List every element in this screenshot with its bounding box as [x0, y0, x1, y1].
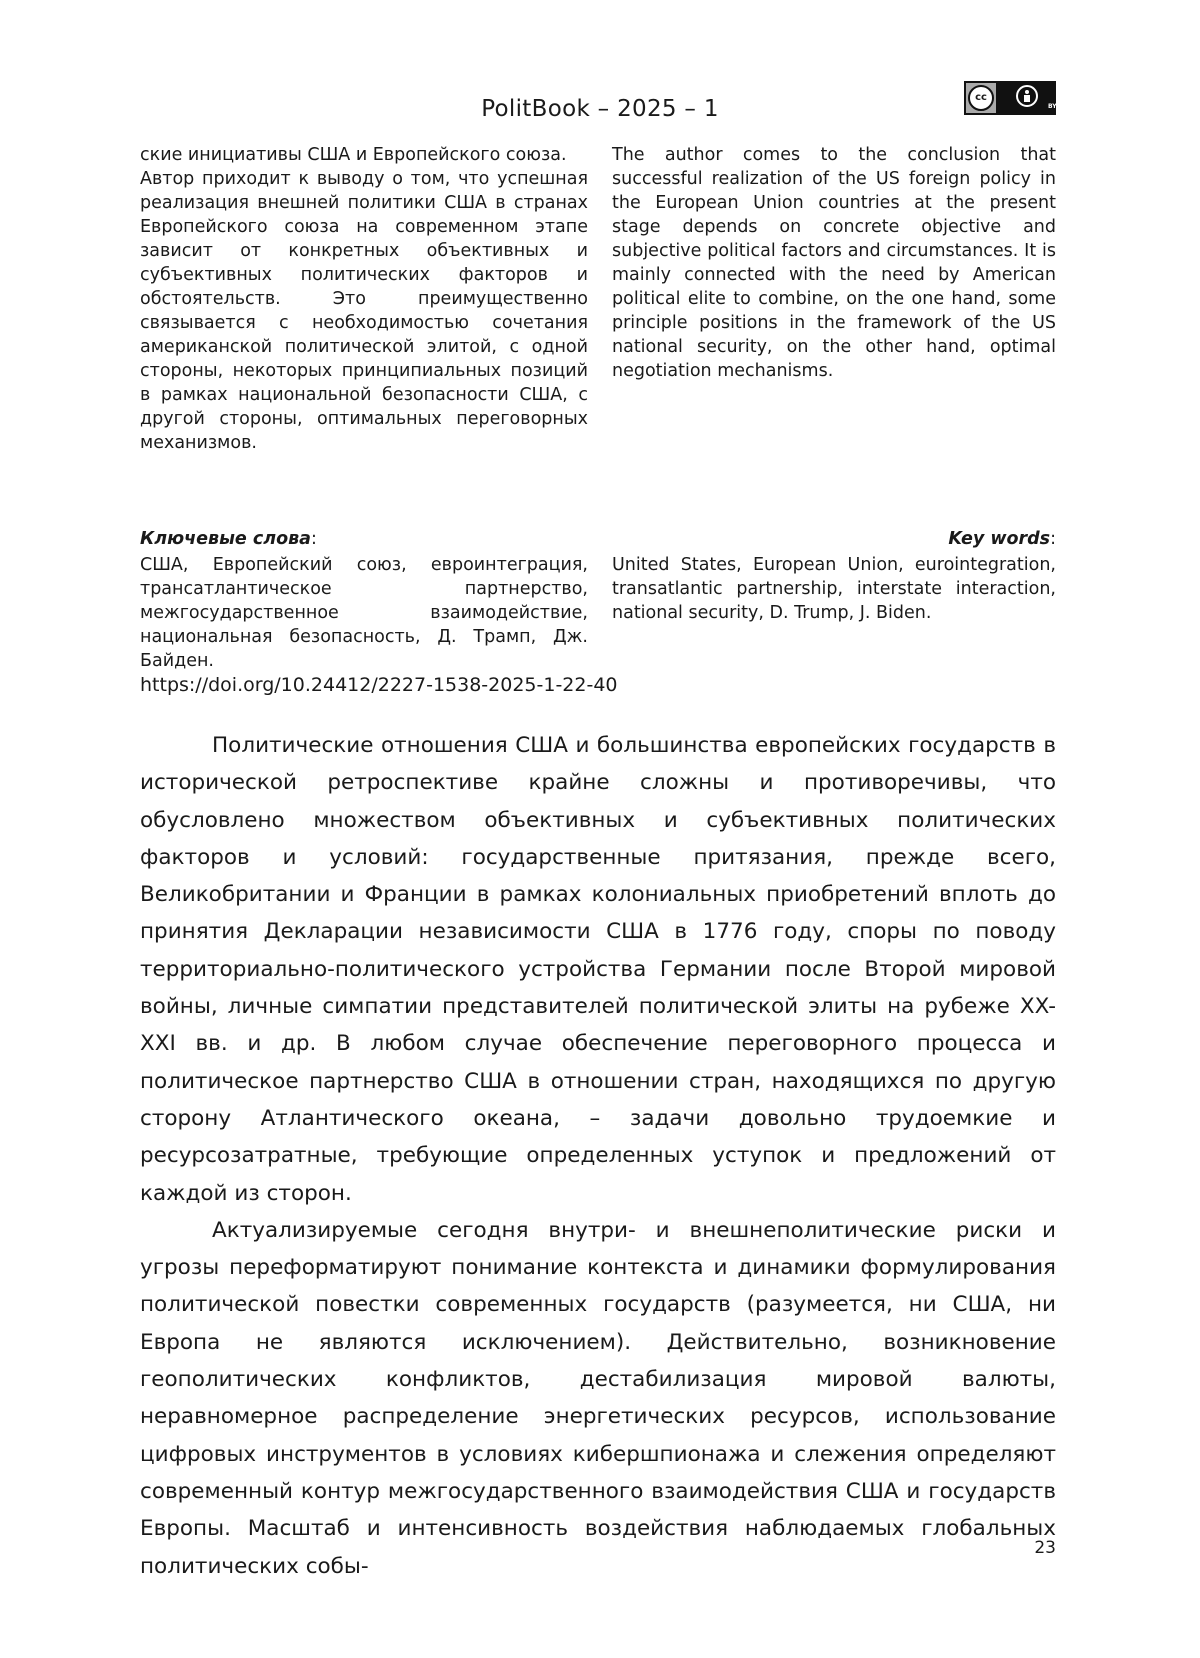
abstract-english: [612, 143, 1056, 383]
article-body: [140, 727, 1056, 1585]
keywords-ru-heading-text: Ключевые слова: [140, 529, 311, 549]
by-label: BY: [1048, 103, 1057, 110]
keywords-ru-heading: [140, 527, 317, 551]
keywords-ru-colon: :: [310, 529, 317, 549]
keywords-en-heading-text: Key words: [948, 529, 1051, 549]
keywords-en-heading: [612, 527, 1056, 551]
keywords-en-colon: :: [1050, 529, 1056, 549]
page-number: 23: [1034, 1538, 1056, 1558]
keywords-en-text: United States, European Union, eurointegration, transatlantic partnership, interstate interaction, national security, D. Trump, J. Biden.: [612, 555, 1056, 623]
abstract-russian: [140, 143, 588, 455]
abstract-ru-paragraph-1: ские инициативы США и Европейского союза.: [140, 145, 567, 165]
cc-label: cc: [968, 85, 994, 111]
abstract-ru-paragraph-2: Автор приходит к выводу о том, что успешная реализация внешней политики США в странах Европейского союза на современном этапе зависит от конкретных объективных и субъективных политических факторов и обстоятельств. Это преимущественно связывается с необходимостью сочетания американской политической элитой, с одной стороны, некоторых принципиальных позиций в рамках национальной безопасности США, с другой стороны, оптимальных переговорных механизмов.: [140, 169, 588, 453]
cc-badge-left: [966, 83, 996, 113]
body-paragraph-2: Актуализируемые сегодня внутри- и внешнеполитические риски и угрозы переформатируют понимание контекста и динамики формулирования политической повестки современных государств (разумеется, ни США, ни Европа не являются исключением). Действительно, возникновение геополитических конфликтов, дестабилизация мировой валюты, неравномерное распределение энергетических ресурсов, использование цифровых инструментов в условиях кибершпионажа и слежения определяют современный контур межгосударственного взаимодействия США и государств Европы. Масштаб и интенсивность воздействия наблюдаемых глобальных политических собы-: [140, 1217, 1056, 1579]
body-paragraph-1: Политические отношения США и большинства европейских государств в исторической ретроспективе крайне сложны и противоречивы, что обусловлено множеством объективных и субъективных политических факторов и условий: государственные притязания, прежде всего, Великобритании и Франции в рамках колониальных приобретений вплоть до принятия Декларации независимости США в 1776 году, споры по поводу территориально-политического устройства Германии после Второй мировой войны, личные симпатии представителей политической элиты на рубеже XX-XXI вв. и др. В любом случае обеспечение переговорного процесса и политическое партнерство США в отношении стран, находящихся по другую сторону Атлантического океана, – задачи довольно трудоемкие и ресурсозатратные, требующие определенных уступок и предложений от каждой из сторон.: [140, 733, 1056, 1206]
keywords-ru-text: США, Европейский союз, евроинтеграция, трансатлантическое партнерство, межгосударственное взаимодействие, национальная безопасность, Д. Трамп, Дж. Байден.: [140, 555, 588, 671]
by-badge-right: [996, 83, 1057, 113]
abstract-en-paragraph: The author comes to the conclusion that successful realization of the US foreign policy in the European Union countries at the present stage depends on concrete objective and subjective political factors and circumstances. It is mainly connected with the need by American political elite to combine, on the one hand, some principle positions in the framework of the US national security, on the other hand, optimal negotiation mechanisms.: [612, 145, 1056, 381]
journal-header: PolitBook – 2025 – 1: [481, 96, 719, 122]
cc-by-license-icon: [964, 81, 1056, 115]
attribution-person-icon: [1016, 85, 1038, 107]
doi-link[interactable]: https://doi.org/10.24412/2227-1538-2025-1-22-40: [140, 674, 618, 696]
